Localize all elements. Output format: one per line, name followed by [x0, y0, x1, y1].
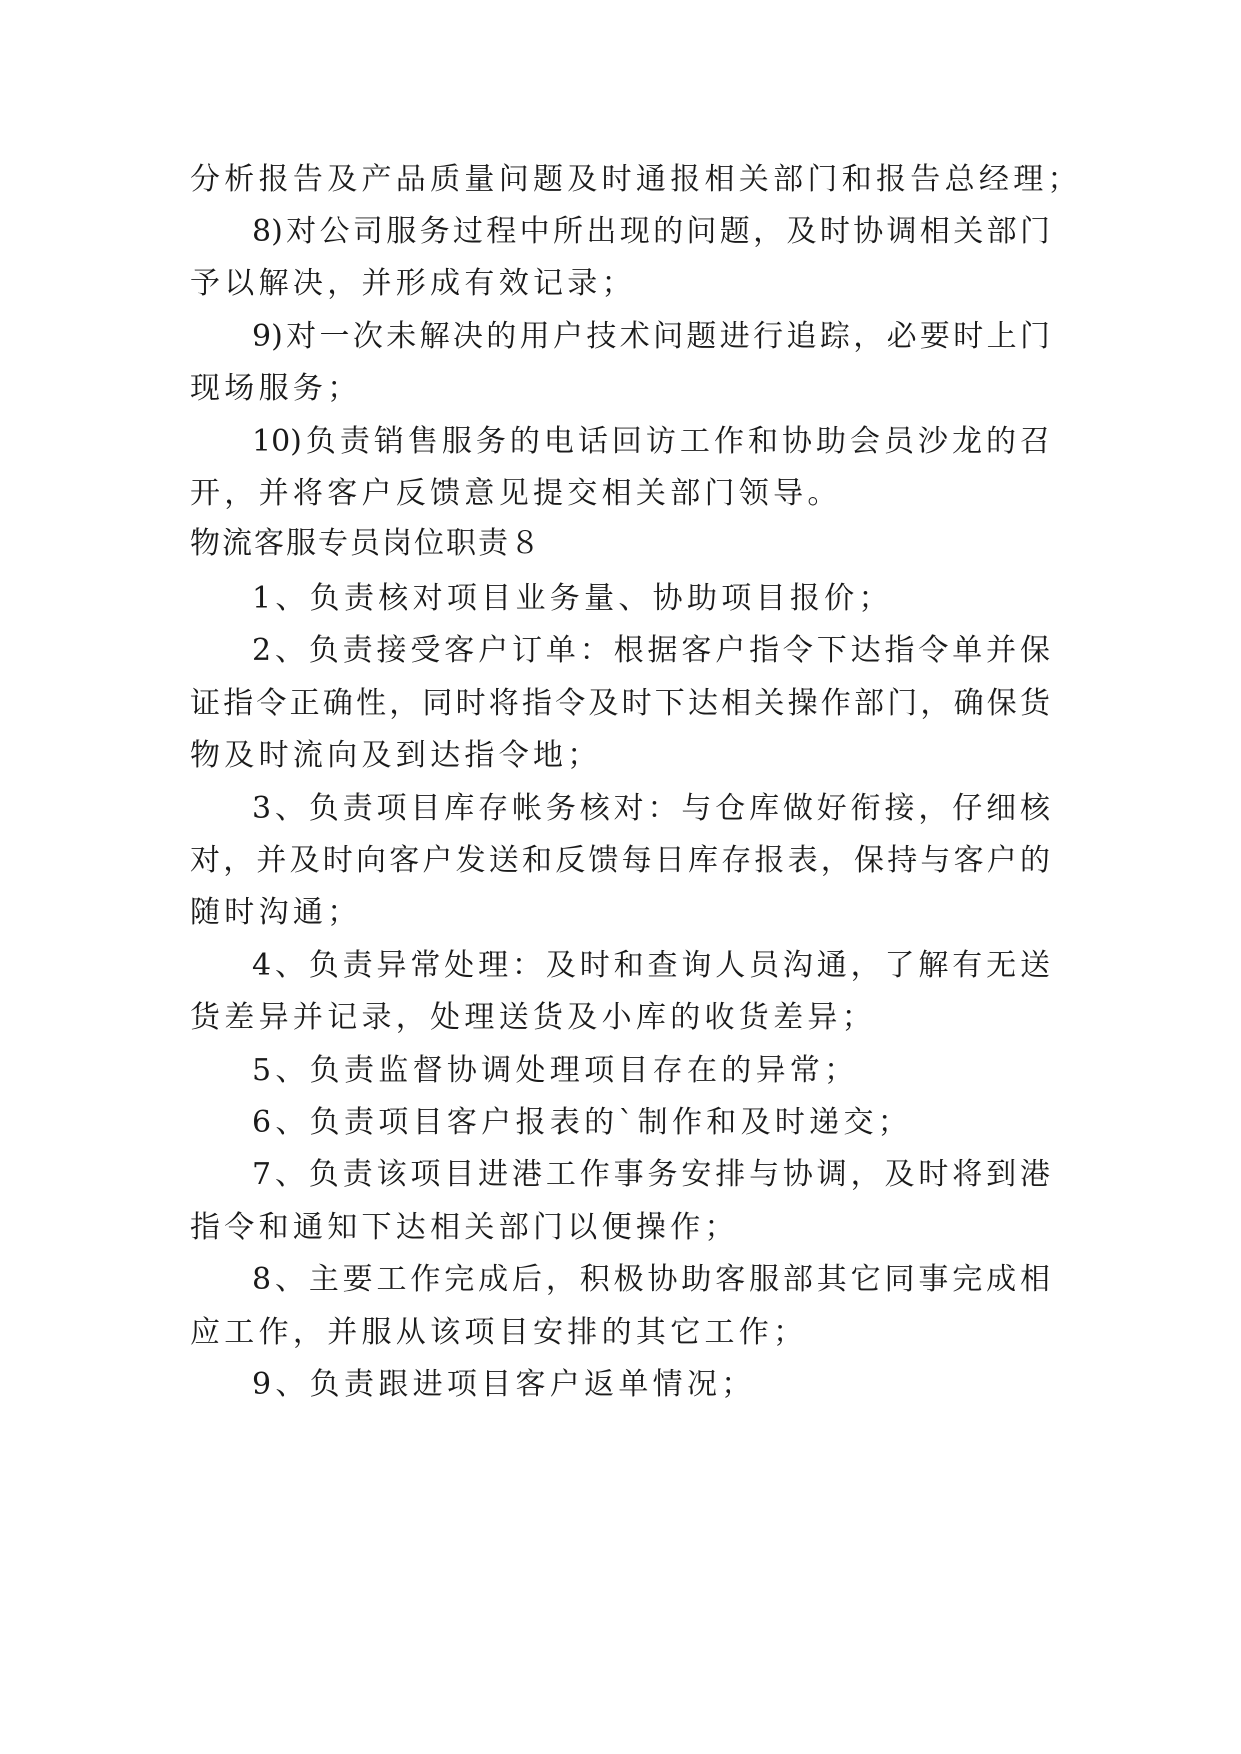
text-line: 证指令正确性，同时将指令及时下达相关操作部门，确保货 [190, 686, 1050, 721]
text-line: 指令和通知下达相关部门以便操作； [190, 1210, 739, 1245]
text-line: 10)负责销售服务的电话回访工作和协助会员沙龙的召 [252, 424, 1050, 459]
text-line: 9)对一次未解决的用户技术问题进行追踪，必要时上门 [252, 319, 1050, 354]
text-line: 3、负责项目库存帐务核对：与仓库做好衔接，仔细核 [252, 791, 1050, 826]
section-heading: 物流客服专员岗位职责８ [190, 526, 542, 561]
text-line: 8、主要工作完成后，积极协助客服部其它同事完成相 [252, 1262, 1050, 1297]
text-line: 2、负责接受客户订单：根据客户指令下达指令单并保 [252, 633, 1050, 668]
text-line: 随时沟通； [190, 895, 362, 930]
text-line: 5、负责监督协调处理项目存在的异常； [252, 1053, 859, 1088]
text-line: 对，并及时向客户发送和反馈每日库存报表，保持与客户的 [190, 843, 1050, 878]
text-line: 物及时流向及到达指令地； [190, 738, 602, 773]
text-line: 8)对公司服务过程中所出现的问题，及时协调相关部门 [252, 214, 1050, 249]
text-line: 6、负责项目客户报表的`制作和及时递交； [252, 1105, 913, 1140]
text-line: 1、负责核对项目业务量、协助项目报价； [252, 581, 893, 616]
text-line: 应工作，并服从该项目安排的其它工作； [190, 1315, 808, 1350]
text-line: 4、负责异常处理：及时和查询人员沟通，了解有无送 [252, 948, 1050, 983]
text-line: 9、负责跟进项目客户返单情况； [252, 1367, 756, 1402]
text-line: 分析报告及产品质量问题及时通报相关部门和报告总经理； [190, 162, 1082, 197]
text-line: 予以解决，并形成有效记录； [190, 266, 636, 301]
text-line: 开，并将客户反馈意见提交相关部门领导。 [190, 476, 842, 511]
text-line: 7、负责该项目进港工作事务安排与协调，及时将到港 [252, 1157, 1050, 1192]
text-line: 现场服务； [190, 371, 362, 406]
text-line: 货差异并记录，处理送货及小库的收货差异； [190, 1000, 876, 1035]
